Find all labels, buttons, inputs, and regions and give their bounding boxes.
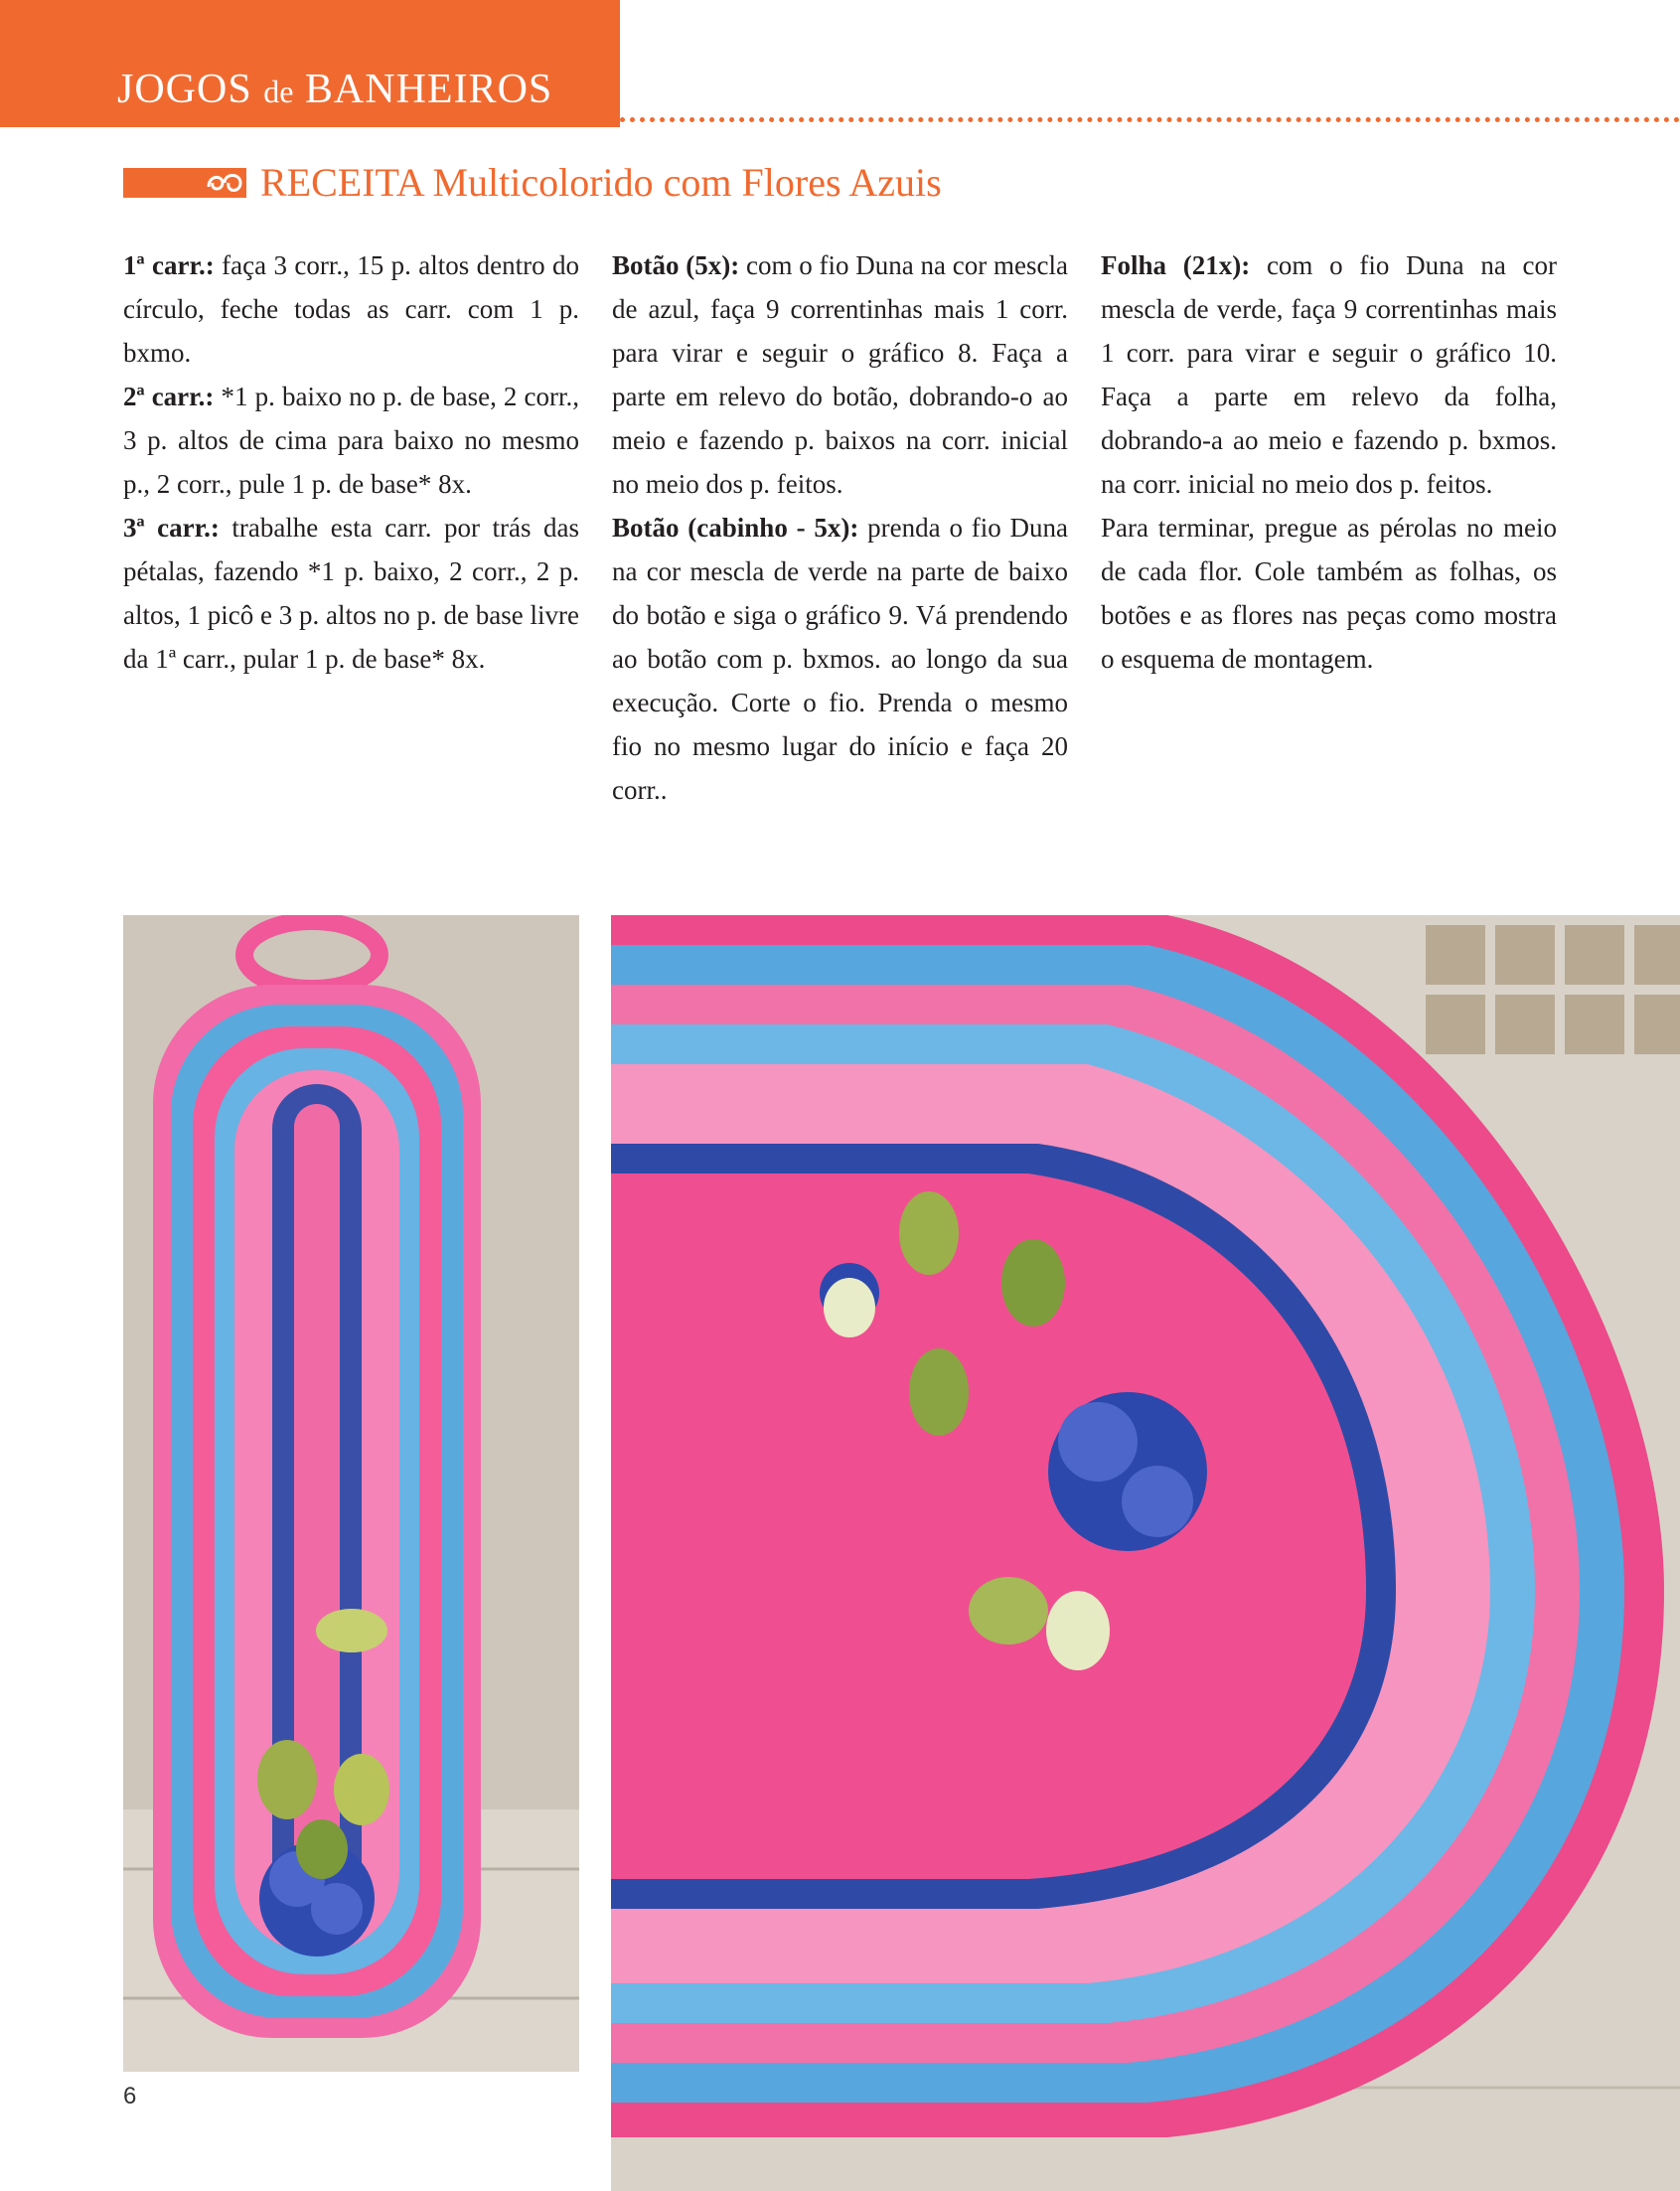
heading-bar xyxy=(123,168,203,198)
photo-rug xyxy=(611,915,1680,2191)
paragraph: Para terminar, pregue as pérolas no meio de cada flor. Cole também as folhas, os botões e as flores nas peças como mostra o esquema de montagem. xyxy=(1101,513,1557,674)
dotted-divider xyxy=(620,117,1680,122)
text-column-3 xyxy=(1101,243,1557,681)
paragraph: Botão (5x): com o fio Duna na cor mescla de azul, faça 9 correntinhas mais 1 corr. para virar e seguir o gráfico 8. Faça a parte em relevo do botão, dobrando-o ao meio e fazendo p. baixos na corr. inicial no meio dos p. feitos. xyxy=(612,250,1068,499)
ornament-icon xyxy=(203,165,246,201)
text-column-2 xyxy=(612,243,1068,812)
page-number: 6 xyxy=(123,2083,137,2110)
paragraph: 3ª carr.: trabalhe esta carr. por trás das pétalas, fazendo *1 p. baixo, 2 corr., 2 p. altos, 1 picô e 3 p. altos no p. de base livre da 1ª carr., pular 1 p. de base* 8x. xyxy=(123,513,579,674)
paragraph: 1ª carr.: faça 3 corr., 15 p. altos dentro do círculo, feche todas as carr. com 1 p. bxmo. xyxy=(123,250,580,368)
paragraph: Botão (cabinho - 5x): prenda o fio Duna na cor mescla de verde na parte de baixo do botão e siga o gráfico 9. Vá prendendo ao botão com p. bxmos. ao longo da sua execução. Corte o fio. Prenda o mesmo fio no mesmo lugar do início e faça 20 corr.. xyxy=(612,513,1069,805)
recipe-title: RECEITA Multicolorido com Flores Azuis xyxy=(260,160,942,205)
photo-paper-holder xyxy=(123,915,579,2072)
section-title: JOGOS de BANHEIROS xyxy=(117,67,553,112)
text-column-1 xyxy=(123,243,579,681)
paragraph: Folha (21x): com o fio Duna na cor mescla de verde, faça 9 correntinhas mais 1 corr. para virar e seguir o gráfico 10. Faça a parte em relevo da folha, dobrando-a ao meio e fazendo p. bxmos. na corr. inicial no meio dos p. feitos. xyxy=(1101,250,1558,499)
paragraph: 2ª carr.: *1 p. baixo no p. de base, 2 corr., 3 p. altos de cima para baixo no mesmo p., 2 corr., pule 1 p. de base* 8x. xyxy=(123,382,580,499)
